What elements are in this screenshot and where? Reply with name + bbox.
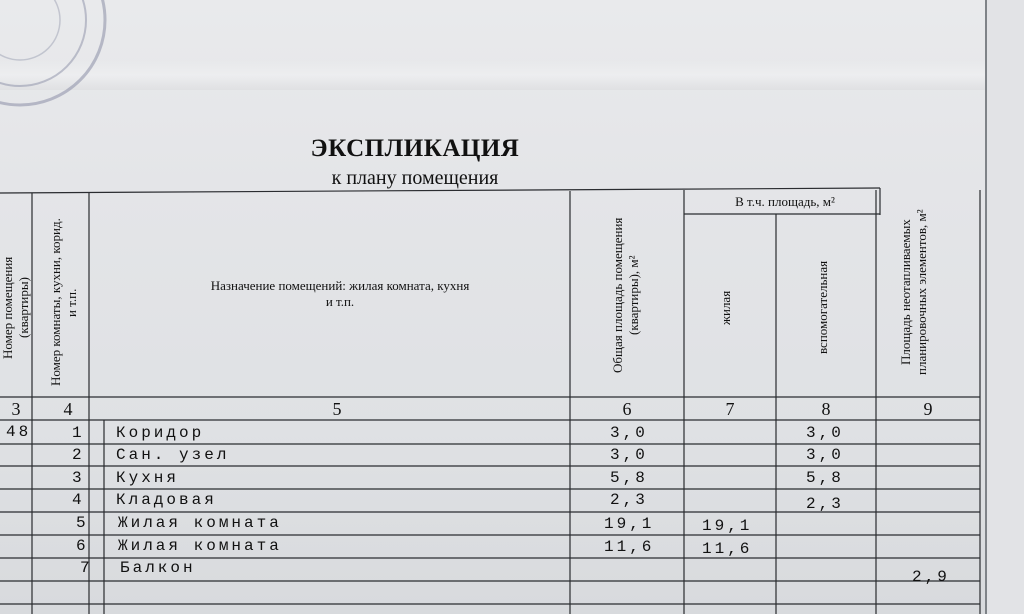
header-room-number: Номер комнаты, кухни, корид. и т.п. [48, 218, 79, 387]
header-apartment-number: Номер помещения (квартиры) [0, 256, 31, 359]
room-number: 3 [72, 469, 85, 487]
total-area: 3,0 [610, 446, 648, 464]
apartment-number: 48 [6, 423, 32, 441]
header-room-purpose: Назначение помещений: жилая комната, кухня и т.п. [210, 278, 470, 309]
header-unheated-area: Площадь неотапливаемых планировочных элементов, м² [898, 209, 929, 376]
col-number: 8 [821, 399, 831, 419]
total-area: 2,3 [610, 491, 648, 509]
room-number: 4 [72, 491, 85, 509]
auxiliary-area: 5,8 [806, 469, 844, 487]
living-area: 19,1 [702, 517, 753, 535]
room-number: 7 [80, 559, 93, 577]
total-area: 19,1 [604, 515, 655, 533]
header-living-area: жилая [718, 290, 733, 325]
total-area: 11,6 [604, 538, 655, 556]
header-area-group: В т.ч. площадь, м² [735, 194, 835, 209]
room-name: Жилая комната [118, 514, 282, 532]
auxiliary-area: 2,3 [806, 495, 844, 513]
room-name: Сан. узел [116, 446, 230, 464]
col-number: 3 [11, 399, 21, 419]
header-total-area: Общая площадь помещения (квартиры), м² [610, 217, 641, 373]
room-number: 6 [76, 537, 89, 555]
col-number: 7 [725, 399, 735, 419]
col-number: 9 [923, 399, 933, 419]
col-number: 6 [622, 399, 632, 419]
header-auxiliary-area: вспомогательная [815, 260, 830, 355]
auxiliary-area: 3,0 [806, 446, 844, 464]
col-number: 4 [63, 399, 73, 419]
room-name: Жилая комната [118, 537, 282, 555]
room-name: Кухня [116, 469, 180, 487]
room-number: 2 [72, 446, 85, 464]
document-title: ЭКСПЛИКАЦИЯ [310, 135, 520, 162]
living-area: 11,6 [702, 540, 753, 558]
unheated-area: 2,9 [912, 568, 950, 586]
room-name: Коридор [116, 424, 205, 442]
col-number: 5 [332, 399, 342, 419]
total-area: 3,0 [610, 424, 648, 442]
auxiliary-area: 3,0 [806, 424, 844, 442]
total-area: 5,8 [610, 469, 648, 487]
document-subtitle: к плану помещения [331, 167, 499, 189]
room-name: Балкон [120, 559, 196, 577]
room-number: 1 [72, 424, 85, 442]
room-name: Кладовая [116, 491, 217, 509]
room-number: 5 [76, 514, 89, 532]
